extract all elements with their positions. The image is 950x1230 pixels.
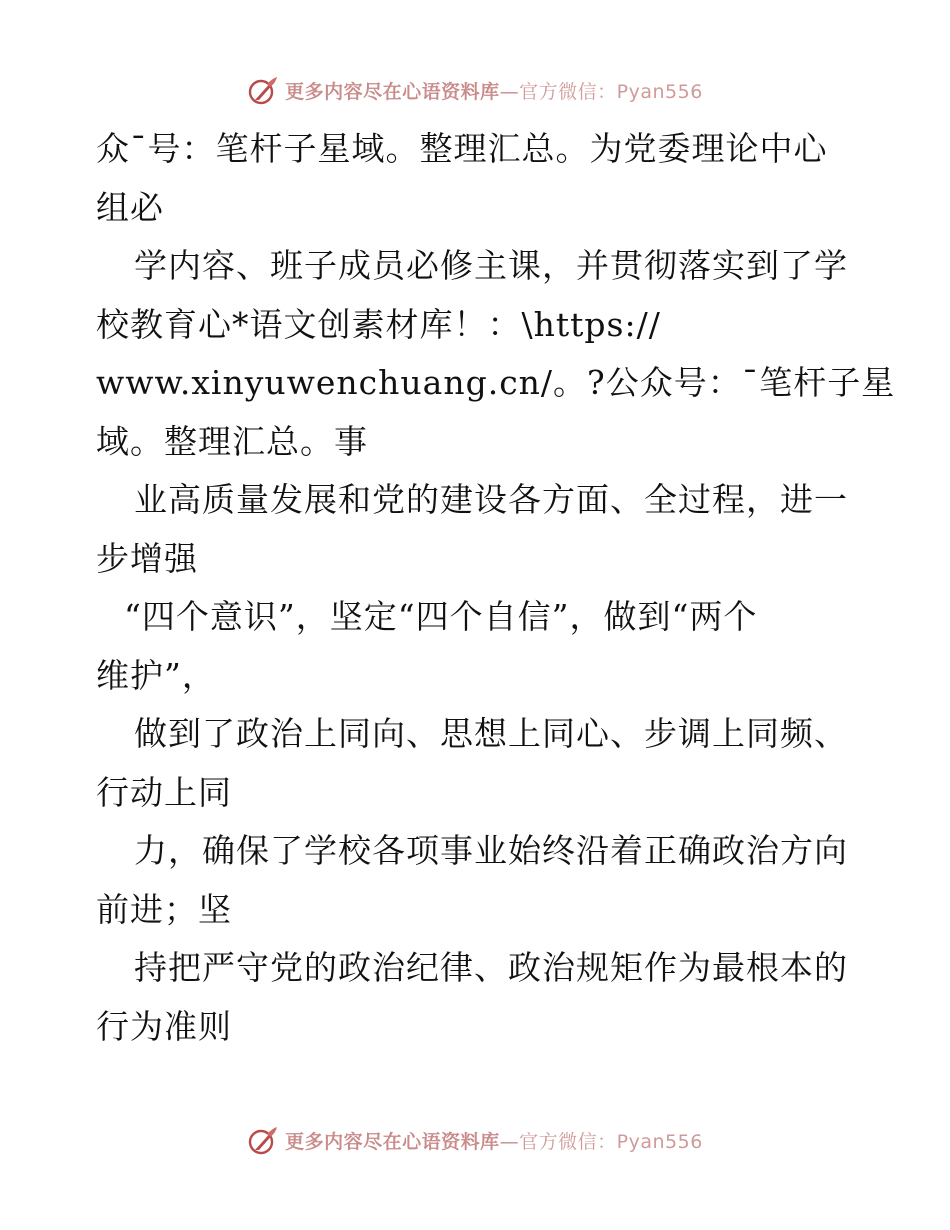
- text-line: 前进；坚: [96, 889, 232, 929]
- watermark-text: [285, 77, 703, 104]
- text-line: 学内容、班子成员必修主课，并贯彻落实到了学: [134, 246, 848, 285]
- watermark-wechat: 官方微信：Pyan556: [519, 1130, 703, 1153]
- text-line: 行动上同: [96, 772, 232, 812]
- text-line: 众¯号：笔杆子星域。整理汇总。为党委理论中心: [96, 129, 828, 168]
- watermark-wechat: 官方微信：Pyan556: [519, 80, 703, 103]
- document-body: [96, 120, 896, 1056]
- text-line: 校教育心*语文创素材库！：\https://: [96, 304, 661, 344]
- text-line: 组必: [96, 187, 164, 227]
- watermark-separator: —: [499, 80, 520, 103]
- watermark-main: 更多内容尽在心语资料库: [285, 80, 500, 103]
- watermark-footer: [0, 1120, 950, 1160]
- text-line: 做到了政治上同向、思想上同心、步调上同频、: [134, 714, 848, 753]
- text-line: “四个意识”，坚定“四个自信”，做到“两个: [124, 597, 758, 636]
- quill-logo-icon: [247, 1124, 279, 1156]
- text-line: 业高质量发展和党的建设各方面、全过程，进一: [134, 480, 848, 519]
- quill-logo-icon: [247, 74, 279, 106]
- watermark-header: [0, 70, 950, 110]
- watermark-separator: —: [499, 1130, 520, 1153]
- text-line: 域。整理汇总。事: [96, 421, 368, 461]
- watermark-main: 更多内容尽在心语资料库: [285, 1130, 500, 1153]
- text-line: www.xinyuwenchuang.cn/。?公众号：¯笔杆子星: [96, 363, 896, 402]
- text-line: 步增强: [96, 538, 198, 578]
- text-line: 力，确保了学校各项事业始终沿着正确政治方向: [134, 831, 848, 870]
- text-line: 行为准则: [96, 1006, 232, 1046]
- watermark-text: [285, 1127, 703, 1154]
- text-line: 维护”，: [96, 655, 216, 695]
- text-line: 持把严守党的政治纪律、政治规矩作为最根本的: [134, 948, 848, 987]
